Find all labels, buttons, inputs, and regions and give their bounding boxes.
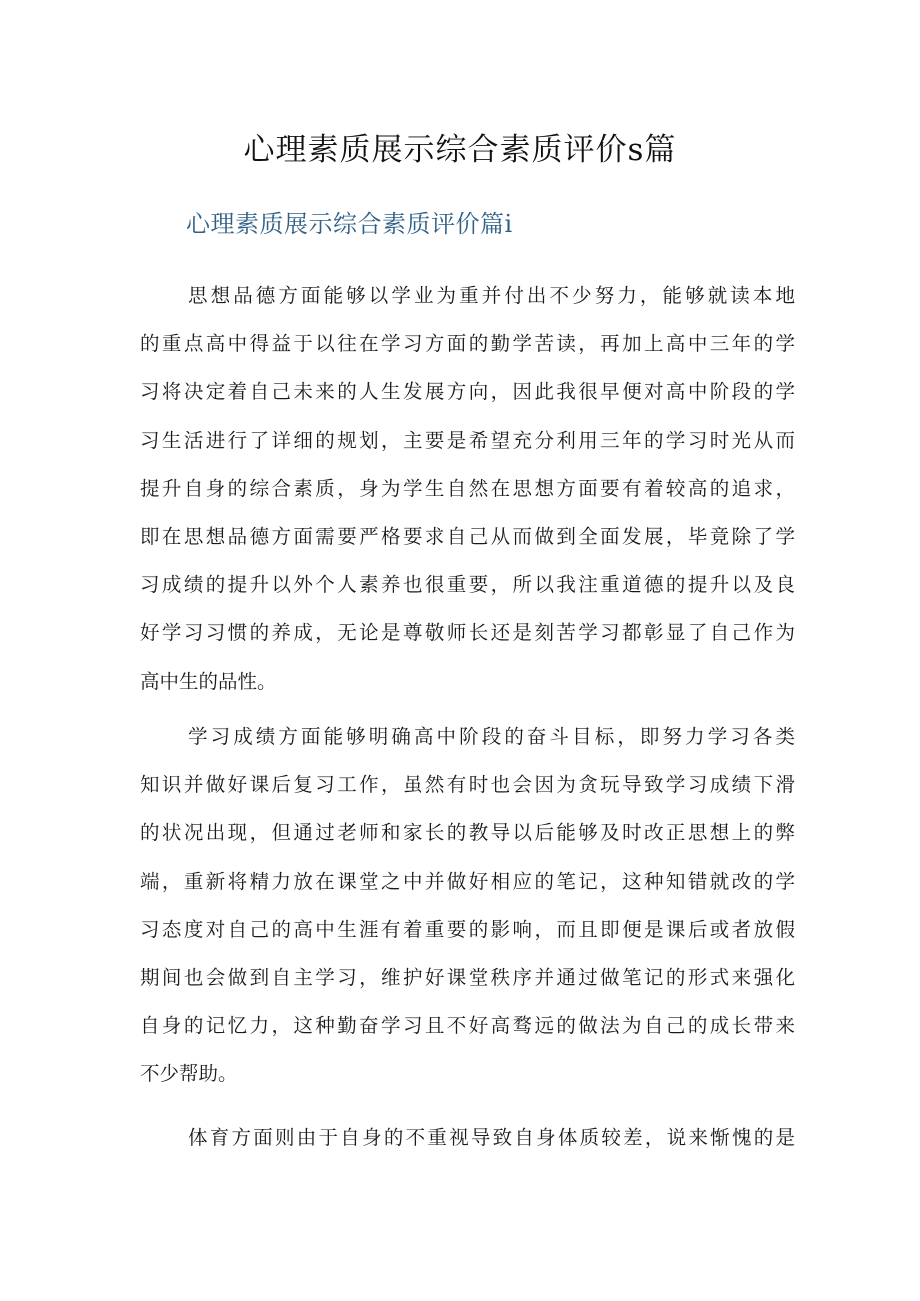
paragraph-line: 习将决定着自己未来的人生发展方向，因此我很早便对高中阶段的学 (140, 380, 795, 404)
paragraph-line: 思想品德方面能够以学业为重并付出不少努力，能够就读本地 (188, 284, 795, 307)
paragraph-line: 好学习习惯的养成，无论是尊敬师长还是刻苦学习都彰显了自己作为 (140, 621, 795, 645)
paragraph-line: 知识并做好课后复习工作，虽然有时也会因为贪玩导致学习成绩下滑 (140, 773, 795, 797)
section-heading: 心理素质展示综合素质评价篇i (186, 210, 513, 238)
paragraph-line: 学习成绩方面能够明确高中阶段的奋斗目标，即努力学习各类 (188, 725, 795, 748)
paragraph-line: 自身的记忆力，这种勤奋学习且不好高骛远的做法为自己的成长带来 (140, 1014, 795, 1038)
paragraph-line: 的重点高中得益于以往在学习方面的勤学苦读，再加上高中三年的学 (140, 332, 795, 356)
paragraph-line: 提升自身的综合素质，身为学生自然在思想方面要有着较高的追求， (140, 476, 795, 500)
paragraph-thought-morality (140, 272, 795, 706)
document-title: 心理素质展示综合素质评价s篇 (243, 132, 677, 168)
paragraph-line: 即在思想品德方面需要严格要求自己从而做到全面发展，毕竟除了学 (140, 524, 795, 548)
paragraph-line: 体育方面则由于自身的不重视导致自身体质较差，说来惭愧的是 (188, 1126, 795, 1149)
paragraph-academic (140, 713, 795, 1099)
paragraph-line: 期间也会做到自主学习，维护好课堂秩序并通过做笔记的形式来强化 (140, 965, 795, 989)
paragraph-line: 习生活进行了详细的规划，主要是希望充分利用三年的学习时光从而 (140, 428, 795, 452)
paragraph-line: 端，重新将精力放在课堂之中并做好相应的笔记，这种知错就改的学 (140, 869, 795, 893)
paragraph-line: 不少帮助。 (140, 1062, 238, 1086)
paragraph-line: 的状况出现，但通过老师和家长的教导以后能够及时改正思想上的弊 (140, 821, 795, 845)
paragraph-line: 高中生的品性。 (140, 669, 277, 693)
paragraph-line: 习成绩的提升以外个人素养也很重要，所以我注重道德的提升以及良 (140, 573, 795, 597)
paragraph-line: 习态度对自己的高中生涯有着重要的影响，而且即便是课后或者放假 (140, 917, 795, 941)
paragraph-sports (140, 1114, 795, 1162)
